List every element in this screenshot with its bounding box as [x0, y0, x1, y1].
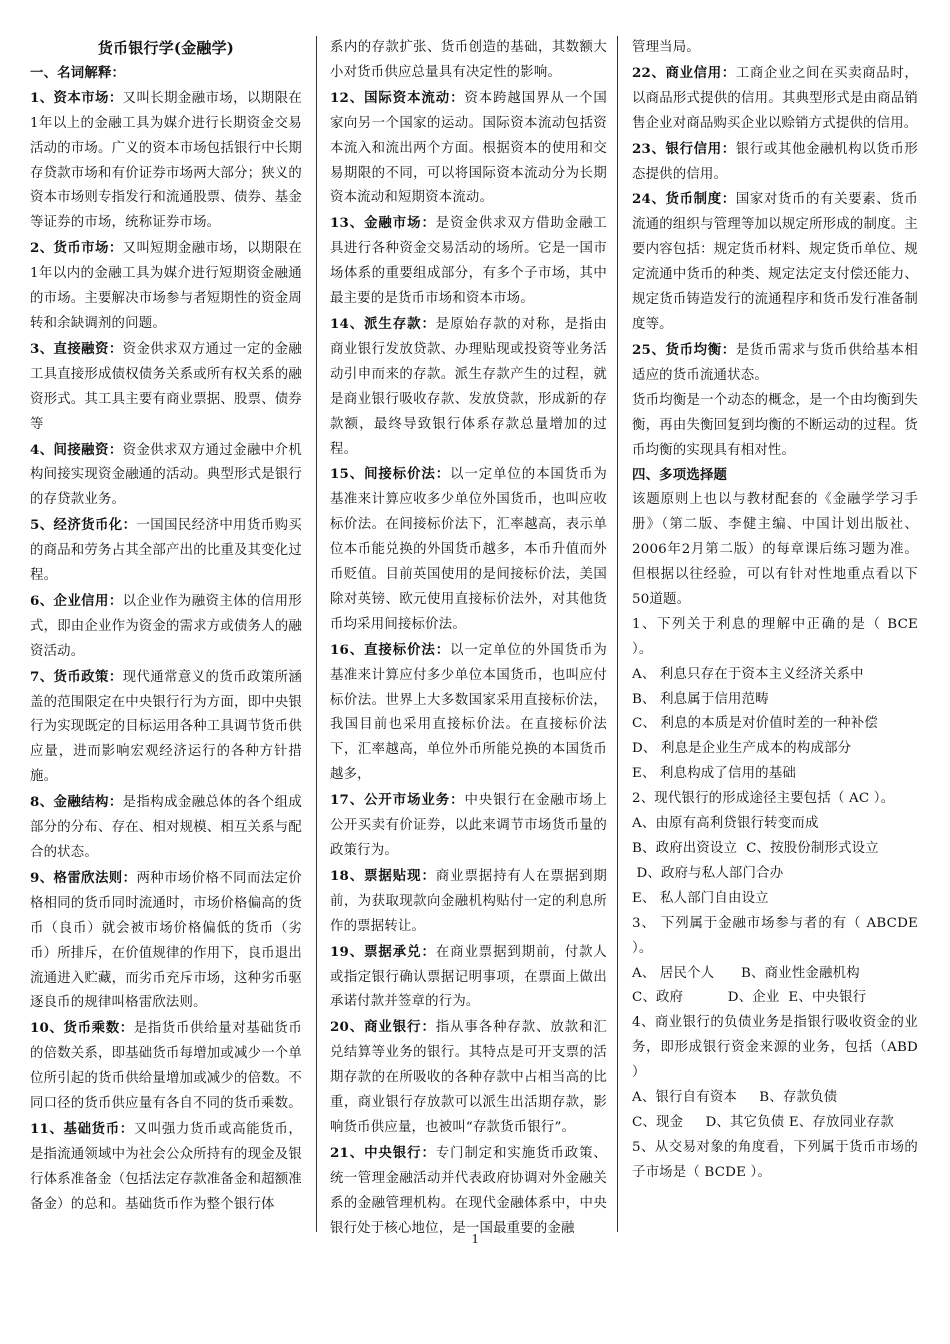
question-item	[632, 787, 918, 912]
column-3	[632, 36, 918, 1186]
definition-text: 又叫强力货币或高能货币，是指流通领域中为社会公众所持有的现金及银行体系准备金（包括法定存款准备金和超额准备金）的总和。基础货币作为整个银行体	[30, 1121, 302, 1212]
term-separator: ：	[721, 140, 736, 157]
definition-term: 13、金融市场	[330, 215, 422, 232]
definition-text: 在商业票据到期前，付款人或指定银行确认票据记明事项，在票面上做出承诺付款并签章的行为。	[330, 944, 608, 1010]
definition-term: 16、直接标价法	[330, 641, 436, 658]
definition-entry	[330, 788, 607, 864]
definition-term: 2、货币市场	[30, 240, 109, 257]
definition-entry	[330, 638, 607, 788]
definition-list	[30, 86, 302, 1218]
term-separator: ：	[108, 668, 123, 685]
answer-option: A、 居民个人 B、商业性金融机构	[632, 965, 860, 981]
question-stem: 2、现代银行的形成途径主要包括（ AC ）。	[632, 791, 895, 807]
question-list	[632, 613, 918, 1186]
definition-term: 20、商业银行	[330, 1019, 422, 1036]
term-separator: ：	[108, 592, 123, 609]
definition-text: 以一定单位的本国货币为基准来计算应收多少单位外国货币，也叫应收标价法。在间接标价法下，汇率越高，表示单位本币能兑换的外国货币越多，本币升值而外币贬值。目前英国使用的是间接标价法，美国除对英镑、欧元使用直接标价法外，对其他货币均采用间接标价法。	[330, 467, 608, 632]
definition-term: 7、货币政策	[30, 668, 109, 685]
term-separator: ：	[421, 315, 436, 332]
definition-entry	[330, 211, 607, 312]
term-separator: ：	[435, 641, 451, 658]
column-divider	[316, 36, 317, 1232]
definition-text: 以企业作为融资主体的信用形式，即由企业作为资金的需求方或债务人的融资活动。	[30, 593, 302, 659]
definition-entry	[30, 86, 302, 236]
term-separator: ：	[421, 943, 436, 960]
definition-term: 24、货币制度	[632, 191, 722, 208]
document-title: 货币银行学(金融学)	[97, 39, 235, 57]
definition-term: 14、派生存款	[330, 315, 422, 332]
definition-text: 以一定单位的外国货币为基准来计算应付多少单位本国货币，也叫应付标价法。世界上大多数国家采用直接标价法，我国目前也采用直接标价法。在直接标价法下，汇率越高，单位外币所能兑换的本国货币越多，	[330, 642, 608, 783]
term-separator: ：	[450, 792, 465, 809]
term-separator: ：	[421, 215, 436, 232]
definition-entry	[30, 665, 302, 791]
definition-term: 23、银行信用	[632, 140, 722, 157]
term-separator: ：	[421, 1144, 436, 1161]
section-intro: 该题原则上也以与教材配套的《金融学学习手册》（第二版、李健主编、中国计划出版社、2006年2月第二版）的每章课后练习题为准。但根据以往经验，可以有针对性地重点看以下50道题。	[632, 492, 918, 607]
definition-text: 专门制定和实施货币政策、统一管理金融活动并代表政府协调对外金融关系的金融管理机构。在现代金融体系中，中央银行处于核心地位，是一国最重要的金融	[330, 1145, 608, 1236]
definition-text: 两种市场价格不同而法定价格相同的货币同时流通时，市场价格偏高的货币（良币）就会被市场价格偏低的货币（劣币）所排斥，在价值规律的作用下，良币退出流通进入贮藏，而劣币充斥市场，这种劣币驱逐良币的规律叫格雷欣法则。	[30, 870, 303, 1011]
term-separator: ：	[119, 1120, 134, 1137]
definition-term: 19、票据承兑	[330, 943, 422, 960]
term-separator: ：	[721, 191, 736, 208]
term-separator: ：	[119, 1020, 134, 1037]
definition-entry	[330, 312, 607, 462]
question-item	[632, 613, 918, 787]
definition-text: 是资金供求双方借助金融工具进行各种资金交易活动的场所。它是一国市场体系的重要组成部分，有多个子市场，其中最主要的是货币市场和资本市场。	[330, 216, 608, 307]
definition-text: 指从事各种存款、放款和汇兑结算等业务的银行。其特点是可开支票的活期存款的在所吸收的各种存款中占相当高的比重，商业银行存放款可以派生出活期存款，影响货币供应量，也被叫“存款货币银行”。	[330, 1020, 608, 1135]
definition-entry	[30, 589, 302, 665]
definition-entry	[30, 337, 302, 438]
definition-entry	[30, 1117, 302, 1218]
answer-option: C、 利息的本质是对价值时差的一种补偿	[632, 716, 878, 732]
definition-entry	[632, 187, 918, 337]
answer-option: C、政府 D、企业 E、中央银行	[632, 990, 867, 1006]
definition-term: 21、中央银行	[330, 1144, 422, 1161]
definition-text: 是原始存款的对称，是指由商业银行发放贷款、办理贴现或投资等业务活动引申而来的存款。派生存款产生的过程，就是商业银行吸收存款、发放贷款，形成新的存款额，最终导致银行体系存款总量增加的过程。	[330, 316, 608, 457]
continued-paragraph: 管理当局。	[632, 40, 700, 55]
definition-term: 15、间接标价法	[330, 466, 436, 483]
term-separator: ：	[108, 340, 123, 357]
definition-list	[632, 61, 918, 389]
definition-text: 工商企业之间在买卖商品时，以商品形式提供的信用。其典型形式是由商品销售企业对商品购买企业以赊销方式提供的信用。	[632, 65, 918, 131]
column-1	[30, 36, 302, 1218]
term-separator: ：	[450, 89, 465, 106]
definition-text: 中央银行在金融市场上公开买卖有价证券，以此来调节市场货币量的政策行为。	[330, 793, 608, 858]
definition-text: 商业票据持有人在票据到期前，为获取现款向金融机构贴付一定的利息所作的票据转让。	[330, 868, 608, 934]
definition-text: 是货币需求与货币供给基本相适应的货币流通状态。	[632, 342, 918, 383]
continued-paragraph: 系内的存款扩张、货币创造的基础，其数额大小对货币供应总量具有决定性的影响。	[330, 40, 607, 80]
section-heading-multiple-choice: 四、多项选择题	[632, 467, 728, 484]
term-separator: ：	[435, 466, 451, 483]
answer-option: E、 利息构成了信用的基础	[632, 766, 796, 782]
definition-text: 一国国民经济中用货币购买的商品和劳务占其全部产出的比重及其变化过程。	[30, 518, 303, 584]
definition-text: 资本跨越国界从一个国家向另一个国家的运动。国际资本流动包括资本流入和流出两个方面。根据资本的使用和交易期限的不同，可以将国际资本流动分为长期资本流动和短期资本流动。	[330, 90, 608, 206]
definition-term: 22、商业信用	[632, 64, 722, 81]
definition-entry	[30, 513, 302, 589]
question-item	[632, 912, 918, 1012]
definition-text: 又叫短期金融市场，以期限在1年以内的金融工具为媒介进行短期资金融通的市场。主要解决市场参与者短期性的资金周转和余缺调剂的问题。	[30, 241, 302, 331]
definition-text: 现代通常意义的货币政策所涵盖的范围限定在中央银行行为方面，即中央银行为实现既定的目标运用各种工具调节货币供应量，进而影响宏观经济运行的各种方针措施。	[30, 669, 302, 785]
definition-text: 资金供求双方通过一定的金融工具直接形成债权债务关系或所有权关系的融资形式。其工具主要有商业票据、股票、债券等	[30, 341, 302, 432]
definition-term: 18、票据贴现	[330, 867, 422, 884]
definition-entry	[330, 940, 607, 1016]
definition-term: 3、直接融资	[30, 340, 109, 357]
definition-text: 又叫长期金融市场，以期限在1年以上的金融工具为媒介进行长期资金交易活动的市场。广义的资本市场包括银行中长期存贷款市场和有价证券市场两大部分；狭义的资本市场则专指发行和流通股票、债券、基金等证券的市场，统称证券市场。	[30, 90, 302, 231]
definition-entry	[632, 338, 918, 389]
definition-entry	[330, 1015, 607, 1141]
question-stem: 4、商业银行的负债业务是指银行吸收资金的业务，即形成银行资金来源的业务，包括（ABD ）	[632, 1015, 918, 1081]
answer-option: B、政府出资设立 C、按股份制形式设立	[632, 841, 879, 856]
term-separator: ：	[721, 341, 736, 358]
question-item	[632, 1011, 918, 1136]
definition-entry	[30, 236, 302, 337]
definition-term: 9、格雷欣法则	[30, 869, 123, 886]
balance-note: 货币均衡是一个动态的概念，是一个由均衡到失衡，再由失衡回复到均衡的不断运动的过程。货币均衡的实现具有相对性。	[632, 392, 918, 458]
definition-text: 是指货币供给量对基础货币的倍数关系，即基础货币每增加或减少一个单位所引起的货币供给量增加或减少的倍数。不同口径的货币供应量有各自不同的货币乘数。	[30, 1021, 302, 1112]
answer-option: B、 利息属于信用范畴	[632, 691, 769, 707]
definition-term: 11、基础货币	[30, 1120, 120, 1137]
definition-entry	[30, 1016, 302, 1117]
question-stem: 3、 下列属于金融市场参与者的有（ ABCDE ）。	[632, 915, 918, 956]
definition-text: 是指构成金融总体的各个组成部分的分布、存在、相对规模、相互关系与配合的状态。	[30, 795, 302, 860]
term-separator: ：	[421, 1019, 436, 1036]
definition-term: 6、企业信用	[30, 592, 109, 609]
term-separator: ：	[108, 89, 123, 106]
definition-entry	[330, 1141, 607, 1242]
answer-option: A、由原有高利贷银行转变而成	[632, 816, 819, 832]
term-separator: ：	[721, 64, 736, 81]
definition-entry	[30, 866, 302, 1016]
term-separator: ：	[108, 794, 123, 811]
answer-option: A、 利息只存在于资本主义经济关系中	[632, 666, 864, 682]
definition-term: 5、经济货币化	[30, 517, 123, 534]
term-separator: ：	[421, 867, 436, 884]
column-2	[330, 36, 607, 1242]
term-separator: ：	[122, 517, 137, 534]
definition-term: 1、资本市场	[30, 89, 109, 106]
question-stem: 5、从交易对象的角度看，下列属于货币市场的子市场是（ BCDE ）。	[632, 1139, 918, 1180]
answer-option: D、 利息是企业生产成本的构成部分	[632, 741, 852, 757]
answer-option: A、银行自有资本 B、存款负债	[632, 1090, 838, 1106]
term-separator: ：	[122, 869, 137, 886]
definition-term: 17、公开市场业务	[330, 792, 451, 809]
page-number: 1	[471, 1232, 479, 1247]
definition-entry	[330, 86, 607, 212]
section-heading-definitions: 一、名词解释：	[30, 64, 126, 81]
definition-entry	[632, 61, 918, 137]
definition-entry	[330, 864, 607, 940]
definition-term: 8、金融结构	[30, 794, 109, 811]
answer-option: C、现金 D、其它负债 E、存放同业存款	[632, 1114, 894, 1130]
question-item	[632, 1136, 918, 1186]
definition-text: 资金供求双方通过金融中介机构间接实现资金融通的活动。典型形式是银行的存贷款业务。	[30, 442, 302, 508]
definition-entry	[330, 462, 607, 637]
definition-entry	[30, 790, 302, 866]
definition-term: 12、国际资本流动	[330, 89, 451, 106]
term-separator: ：	[108, 441, 123, 458]
question-stem: 1、下列关于利息的理解中正确的是（ BCE ）。	[632, 616, 918, 657]
definition-text: 国家对货币的有关要素、货币流通的组织与管理等加以规定所形成的制度。主要内容包括：规定货币材料、规定货币单位、规定流通中货币的种类、规定法定支付偿还能力、规定货币铸造发行的流通程序和货币发行准备制度等。	[632, 192, 918, 332]
definition-entry	[30, 438, 302, 514]
definition-text: 银行或其他金融机构以货币形态提供的信用。	[632, 141, 918, 182]
answer-option: E、 私人部门自由设立	[632, 890, 769, 906]
definition-term: 25、货币均衡	[632, 341, 722, 358]
term-separator: ：	[108, 240, 123, 257]
definition-entry	[632, 137, 918, 188]
answer-option: D、政府与私人部门合办	[632, 865, 784, 881]
definition-list	[330, 86, 607, 1242]
definition-term: 4、间接融资	[30, 441, 109, 458]
definition-term: 10、货币乘数	[30, 1020, 120, 1037]
column-divider	[617, 36, 618, 1232]
